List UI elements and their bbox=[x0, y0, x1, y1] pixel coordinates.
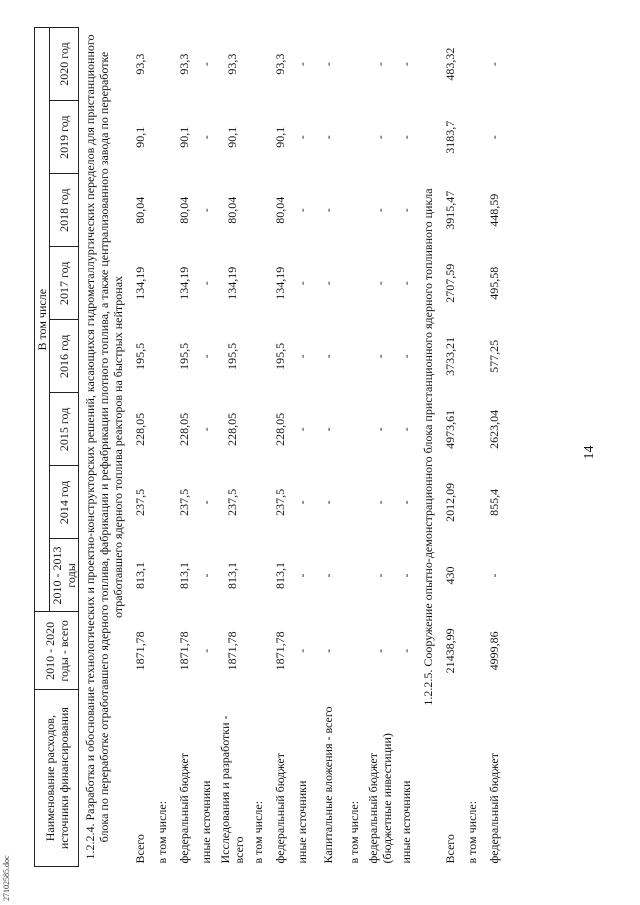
cell-value: 1871,78 bbox=[133, 631, 147, 671]
cell-value bbox=[247, 393, 269, 466]
cell-value: 195,5 bbox=[133, 342, 147, 370]
cell-value bbox=[247, 466, 269, 539]
cell-value bbox=[151, 320, 173, 393]
cell-value: - bbox=[399, 573, 413, 578]
cell-value bbox=[151, 612, 173, 690]
cell-value: - bbox=[321, 648, 335, 653]
header-year: 2010 - 2013 годы bbox=[50, 539, 79, 612]
row-label: иные источники bbox=[199, 780, 213, 864]
cell-value: 228,05 bbox=[133, 412, 147, 446]
cell-value: 483,32 bbox=[443, 47, 457, 81]
cell-value: 3915,47 bbox=[443, 190, 457, 230]
row-label: иные источники bbox=[295, 780, 309, 864]
row-label: федеральный бюджет bbox=[487, 753, 501, 864]
cell-value: 813,1 bbox=[273, 561, 287, 589]
cell-value: - bbox=[373, 62, 387, 67]
cell-value bbox=[343, 466, 365, 539]
table-row bbox=[439, 28, 461, 867]
document-code: 27102585.doc bbox=[2, 855, 11, 901]
cell-value: 813,1 bbox=[177, 561, 191, 589]
cell-value: - bbox=[321, 281, 335, 286]
row-label: Всего bbox=[443, 834, 457, 864]
header-total: 2010 - 2020 годы - всего bbox=[35, 612, 79, 690]
cell-value: 1871,78 bbox=[273, 631, 287, 671]
cell-value: 93,3 bbox=[225, 53, 239, 75]
cell-value bbox=[151, 539, 173, 612]
cell-value: 813,1 bbox=[225, 561, 239, 589]
cell-value: - bbox=[199, 62, 213, 67]
cell-value: 21438,99 bbox=[443, 628, 457, 674]
row-label: федеральный бюджет bbox=[177, 753, 191, 864]
header-group: В том числе bbox=[35, 28, 50, 612]
cell-value bbox=[343, 612, 365, 690]
table-row bbox=[217, 28, 247, 867]
table-row bbox=[461, 28, 483, 867]
cell-value: - bbox=[321, 208, 335, 213]
cell-value bbox=[461, 247, 483, 320]
cell-value: 195,5 bbox=[225, 342, 239, 370]
cell-value: 80,04 bbox=[133, 196, 147, 224]
table-row bbox=[313, 28, 343, 867]
cell-value bbox=[247, 320, 269, 393]
cell-value: - bbox=[295, 573, 309, 578]
cell-value bbox=[461, 612, 483, 690]
cell-value: - bbox=[399, 208, 413, 213]
cell-value bbox=[343, 101, 365, 174]
cell-value: 237,5 bbox=[273, 488, 287, 516]
cell-value: 4999,86 bbox=[487, 631, 501, 671]
header-year: 2017 год bbox=[50, 247, 79, 320]
cell-value bbox=[343, 174, 365, 247]
cell-value: 855,4 bbox=[487, 488, 501, 516]
cell-value: 430 bbox=[443, 566, 457, 585]
cell-value bbox=[343, 320, 365, 393]
cell-value: 80,04 bbox=[273, 196, 287, 224]
cell-value: - bbox=[373, 135, 387, 140]
cell-value: - bbox=[321, 427, 335, 432]
cell-value: 93,3 bbox=[177, 53, 191, 75]
row-label: федеральный бюджет bbox=[273, 753, 287, 864]
cell-value: - bbox=[399, 62, 413, 67]
row-label: в том числе: bbox=[155, 800, 169, 864]
cell-value: - bbox=[373, 427, 387, 432]
cell-value: - bbox=[399, 354, 413, 359]
table-row bbox=[483, 28, 505, 867]
row-label: Исследования и разработки - всего bbox=[218, 715, 246, 864]
header-year: 2015 год bbox=[50, 393, 79, 466]
cell-value bbox=[461, 466, 483, 539]
cell-value: 93,3 bbox=[133, 53, 147, 75]
header-year: 2019 год bbox=[50, 101, 79, 174]
cell-value: 93,3 bbox=[273, 53, 287, 75]
cell-value bbox=[247, 539, 269, 612]
table-row bbox=[195, 28, 217, 867]
header-year: 2020 год bbox=[50, 28, 79, 101]
cell-value: - bbox=[295, 62, 309, 67]
table-row bbox=[247, 28, 269, 867]
cell-value: 134,19 bbox=[225, 266, 239, 300]
cell-value: 80,04 bbox=[177, 196, 191, 224]
cell-value: - bbox=[399, 135, 413, 140]
cell-value: - bbox=[373, 208, 387, 213]
cell-value: 577,25 bbox=[487, 339, 501, 373]
cell-value: - bbox=[487, 62, 501, 67]
header-year: 2014 год bbox=[50, 466, 79, 539]
cell-value: - bbox=[295, 500, 309, 505]
row-label: в том числе: bbox=[347, 800, 361, 864]
cell-value: 2707,59 bbox=[443, 263, 457, 303]
table-row bbox=[291, 28, 313, 867]
cell-value: 237,5 bbox=[177, 488, 191, 516]
cell-value: 4973,61 bbox=[443, 409, 457, 449]
cell-value: 80,04 bbox=[225, 196, 239, 224]
cell-value: - bbox=[199, 648, 213, 653]
cell-value: - bbox=[321, 62, 335, 67]
cell-value bbox=[151, 466, 173, 539]
row-label: федеральный бюджет (бюджетные инвестиции) bbox=[366, 733, 394, 864]
cell-value bbox=[247, 247, 269, 320]
cell-value: 813,1 bbox=[133, 561, 147, 589]
cell-value: - bbox=[199, 573, 213, 578]
cell-value: - bbox=[199, 281, 213, 286]
cell-value bbox=[461, 101, 483, 174]
cell-value bbox=[247, 612, 269, 690]
cell-value: - bbox=[295, 208, 309, 213]
cell-value: 3733,21 bbox=[443, 336, 457, 376]
cell-value: - bbox=[373, 500, 387, 505]
cell-value bbox=[461, 393, 483, 466]
cell-value bbox=[461, 174, 483, 247]
cell-value: - bbox=[487, 573, 501, 578]
row-label: Всего bbox=[133, 834, 147, 864]
cell-value: 90,1 bbox=[225, 126, 239, 148]
cell-value: 1871,78 bbox=[225, 631, 239, 671]
cell-value bbox=[343, 28, 365, 101]
cell-value bbox=[151, 247, 173, 320]
cell-value: 90,1 bbox=[177, 126, 191, 148]
cell-value: 134,19 bbox=[273, 266, 287, 300]
table-row bbox=[151, 28, 173, 867]
section-title: 1.2.2.4. Разработка и обоснование технологических и проектно-конструкторских решений, касающихся гидрометаллургических переделов для пристанционного блока по переработке отработавшего ядерного топлива, фабрикации и рефабрикации плотного топлива, а также централизованного завода по переработке отработавшего ядерного топлива реакторов на быстрых нейтронах bbox=[83, 34, 125, 860]
row-label: иные источники bbox=[399, 780, 413, 864]
cell-value: 237,5 bbox=[225, 488, 239, 516]
cell-value: - bbox=[295, 135, 309, 140]
cell-value: 2623,04 bbox=[487, 409, 501, 449]
cell-value: - bbox=[199, 500, 213, 505]
cell-value: - bbox=[399, 500, 413, 505]
cell-value: 195,5 bbox=[177, 342, 191, 370]
cell-value: 495,58 bbox=[487, 266, 501, 300]
cell-value: 134,19 bbox=[133, 266, 147, 300]
cell-value: - bbox=[373, 573, 387, 578]
cell-value: 134,19 bbox=[177, 266, 191, 300]
cell-value: 2012,09 bbox=[443, 482, 457, 522]
cell-value: 90,1 bbox=[273, 126, 287, 148]
cell-value: - bbox=[295, 648, 309, 653]
table-row bbox=[343, 28, 365, 867]
cell-value: - bbox=[199, 354, 213, 359]
header-name: Наименование расходов, источники финансирования bbox=[35, 690, 79, 867]
cell-value bbox=[461, 28, 483, 101]
cell-value bbox=[343, 539, 365, 612]
cell-value: - bbox=[399, 648, 413, 653]
cell-value: 228,05 bbox=[273, 412, 287, 446]
cell-value: - bbox=[199, 427, 213, 432]
header-year: 2018 год bbox=[50, 174, 79, 247]
cell-value bbox=[343, 393, 365, 466]
row-label: в том числе: bbox=[251, 800, 265, 864]
cell-value bbox=[247, 174, 269, 247]
table-row bbox=[173, 28, 195, 867]
row-label: Капитальные вложения - всего bbox=[321, 706, 335, 864]
cell-value bbox=[151, 28, 173, 101]
cell-value: 228,05 bbox=[177, 412, 191, 446]
cell-value bbox=[247, 28, 269, 101]
cell-value bbox=[343, 247, 365, 320]
cell-value: 237,5 bbox=[133, 488, 147, 516]
cell-value bbox=[151, 393, 173, 466]
cell-value bbox=[461, 320, 483, 393]
cell-value: - bbox=[321, 500, 335, 505]
cell-value bbox=[151, 101, 173, 174]
header-year: 2016 год bbox=[50, 320, 79, 393]
section-title: 1.2.2.5. Сооружение опытно-демонстрационного блока пристанционного ядерного топливного цикла bbox=[421, 188, 435, 706]
cell-value: - bbox=[373, 281, 387, 286]
table-row bbox=[269, 28, 291, 867]
table-row bbox=[365, 28, 395, 867]
row-label: в том числе: bbox=[465, 800, 479, 864]
cell-value: - bbox=[399, 427, 413, 432]
cell-value: 448,59 bbox=[487, 193, 501, 227]
cell-value: 228,05 bbox=[225, 412, 239, 446]
table-row bbox=[395, 28, 417, 867]
cell-value: - bbox=[295, 281, 309, 286]
cell-value: - bbox=[321, 135, 335, 140]
cell-value: 3183,7 bbox=[443, 120, 457, 154]
cell-value: - bbox=[295, 427, 309, 432]
cell-value bbox=[461, 539, 483, 612]
cell-value: - bbox=[373, 648, 387, 653]
cell-value: 1871,78 bbox=[177, 631, 191, 671]
cell-value: - bbox=[487, 135, 501, 140]
cell-value bbox=[247, 101, 269, 174]
cell-value bbox=[151, 174, 173, 247]
cell-value: - bbox=[295, 354, 309, 359]
cell-value: 90,1 bbox=[133, 126, 147, 148]
cell-value: - bbox=[199, 135, 213, 140]
cell-value: - bbox=[321, 573, 335, 578]
financing-table bbox=[34, 27, 505, 867]
page-number: 14 bbox=[582, 445, 597, 460]
cell-value: - bbox=[399, 281, 413, 286]
table-row bbox=[129, 28, 151, 867]
cell-value: 195,5 bbox=[273, 342, 287, 370]
cell-value: - bbox=[321, 354, 335, 359]
cell-value: - bbox=[199, 208, 213, 213]
cell-value: - bbox=[373, 354, 387, 359]
